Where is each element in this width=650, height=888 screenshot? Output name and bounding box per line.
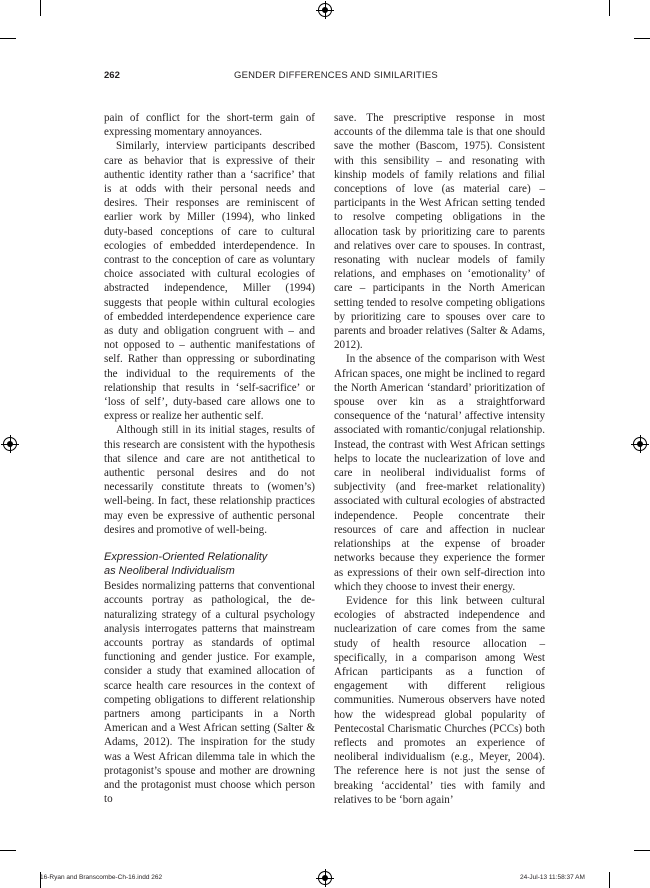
crop-mark	[40, 0, 41, 16]
left-text-column	[104, 111, 315, 806]
section-subheading	[104, 551, 315, 578]
crop-mark	[0, 850, 16, 851]
paragraph: Similarly, interview participants described care as behavior that is expressive of their authentic identity rather than a ‘sacrifice’ that is at odds with their personal needs and desires. Their responses are reminiscent of earlier work by Miller (1994), who linked duty-based conceptions of care to cultural ecologies of embedded interdependence. In contrast to the conception of care as voluntary choice associated with cultural ecologies of abstracted independence, Miller (1994) suggests that people within cultural ecologies of embedded interdependence experience care as duty and obligation congruent with – and not opposed to – authentic manifestations of self. Rather than oppressing or subordinating the individual to the requirements of the relationship that results in ‘self-sacrifice’ or ‘loss of self’, duty-based care allows one to express or realize her authentic self.	[104, 140, 315, 423]
subheading-line: Expression-Oriented Relationality	[104, 551, 268, 564]
paragraph: Evidence for this link between cultural ecologies of abstracted independence and nuclearization of care comes from the same study of health resource allocation – specifically, in a comparison among West African participants as a function of engagement with different religious communities. Numerous observers have noted how the widespread global popularity of Pentecostal Charismatic Churches (PCCs) both reflects and promotes an experience of neoliberal individualism (e.g., Meyer, 2004). The reference here is not just the sense of breaking ‘accidental’ ties with family and relatives to be ‘born again’	[334, 594, 545, 806]
subheading-line: as Neoliberal Individualism	[104, 564, 235, 577]
crop-mark	[609, 0, 610, 16]
paragraph: pain of conflict for the short-term gain of expressing momentary annoyances.	[104, 112, 315, 139]
crop-mark	[634, 850, 650, 851]
registration-mark-icon	[318, 871, 332, 885]
crop-mark	[609, 872, 610, 888]
paragraph: In the absence of the comparison with West African spaces, one might be inclined to regard the North American ‘standard’ prioritization of spouse over kin as a straightforward consequence of the ‘natural’ affective intensity associated with romantic/conjugal relationship. Instead, the contrast with West African settings helps to locate the nuclearization of love and care in neoliberal individualist forms of subjectivity (and free-market relationality) associated with cultural ecologies of abstracted independence. People concentrate their resources of care and affection in nuclear relationships at the expense of broader networks because they experience the former as expressions of their own self-direction into which they choose to invest their energy.	[334, 353, 545, 593]
right-text-column	[334, 111, 545, 807]
page-number: 262	[104, 70, 120, 81]
registration-mark-icon	[3, 437, 17, 451]
crop-mark	[0, 38, 16, 39]
paragraph: Although still in its initial stages, results of this research are consistent with the hypothesis that silence and care are not antithetical to authentic personal desires and do not necessarily constitute threats to (women’s) well-being. In fact, these relationship practices may even be expressive of authentic personal desires and promotive of well-being.	[104, 424, 315, 536]
paragraph: Besides normalizing patterns that conventional accounts portray as pathological, the de-naturalizing strategy of a cultural psychology analysis interrogates patterns that mainstream accounts portray as standards of optimal functioning and gender justice. For example, consider a study that examined allocation of scarce health care resources in the context of competing obligations to different relationship partners among participants in a North American and a West African setting (Salter & Adams, 2012). The inspiration for the study was a West African dilemma tale in which the protagonist’s spouse and mother are drowning and the protagonist must choose which person to	[104, 580, 315, 806]
registration-mark-icon	[318, 3, 332, 17]
paragraph: save. The prescriptive response in most accounts of the dilemma tale is that one should save the mother (Bascom, 1975). Consistent with this sensibility – and resonating with kinship models of family relations and filial conceptions of love (as material care) – participants in the West African setting tended to resolve competing obligations in the allocation task by prioritizing care to parents and relatives over care to spouses. In contrast, resonating with nuclear models of family relations, and emphases on ‘emotionality’ of care – participants in the North American setting tended to resolve competing obligations by prioritizing care to spouses over care to parents and broader relatives (Salter & Adams, 2012).	[334, 112, 545, 352]
footer-file-slug: 16-Ryan and Branscombe-Ch-16.indd 262	[40, 874, 163, 881]
crop-mark	[634, 38, 650, 39]
running-head: GENDER DIFFERENCES AND SIMILARITIES	[234, 70, 438, 81]
footer-timestamp: 24-Jul-13 11:58:37 AM	[520, 874, 585, 881]
registration-mark-icon	[633, 437, 647, 451]
